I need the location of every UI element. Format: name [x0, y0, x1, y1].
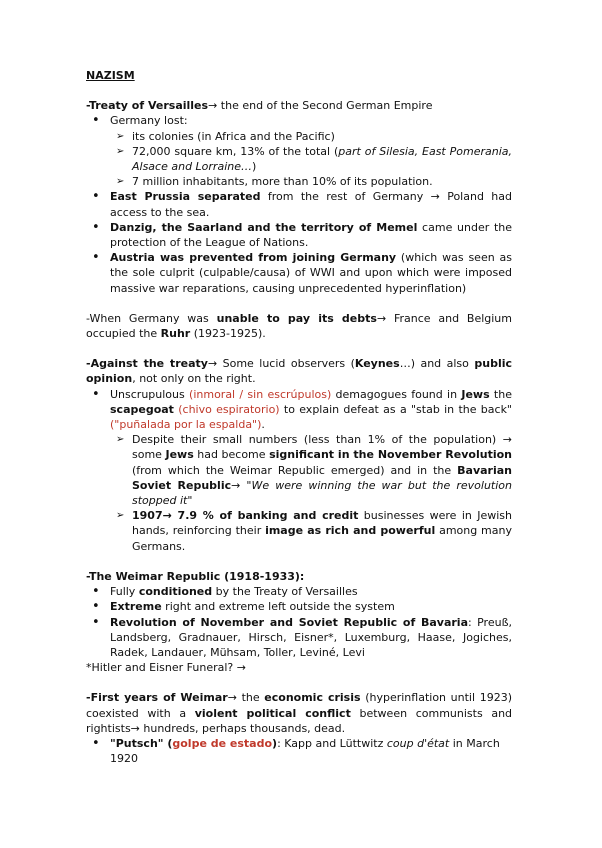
debts-paragraph: -When Germany was unable to pay its debts→ France and Belgium occupied the Ruhr (1923-1925).: [86, 311, 512, 341]
treaty-heading: -Treaty of Versailles→ the end of the Second German Empire: [86, 99, 433, 113]
list-item: • Austria was prevented from joining Germany (which was seen as the sole culprit (culpable/causa) of WWI and upon which were imposed massive war reparations, causing unprecedented hyperinflation): [86, 250, 512, 296]
list-item: ➢ its colonies (in Africa and the Pacific): [86, 129, 512, 144]
list-item: • Unscrupulous (inmoral / sin escrúpulos) demagogues found in Jews the scapegoat (chivo espiratorio) to explain defeat as a "stab in the back" ("puñalada por la espalda").: [86, 387, 512, 433]
list-item: • Extreme right and extreme left outside the system: [86, 599, 512, 614]
against-list: [86, 387, 512, 554]
list-item: • East Prussia separated from the rest of Germany → Poland had access to the sea.: [86, 189, 512, 219]
list-item: • Germany lost:: [86, 113, 512, 128]
document-page: [86, 68, 512, 766]
list-item: ➢ 1907→ 7.9 % of banking and credit businesses were in Jewish hands, reinforcing their image as rich and powerful among many Germans.: [86, 508, 512, 554]
list-item: • Danzig, the Saarland and the territory of Memel came under the protection of the League of Nations.: [86, 220, 512, 250]
first-years-paragraph: -First years of Weimar→ the economic crisis (hyperinflation until 1923) coexisted with a violent political conflict between communists and rightists→ hundreds, perhaps thousands, dead.: [86, 691, 513, 735]
list-item: ➢ 7 million inhabitants, more than 10% of its population.: [86, 174, 512, 189]
first-years-list: [86, 736, 512, 766]
weimar-heading: -The Weimar Republic (1918-1933):: [86, 569, 305, 583]
list-item: ➢ Despite their small numbers (less than 1% of the population) → some Jews had become significant in the November Revolution (from which the Weimar Republic emerged) and in the Bavarian Soviet Republic→ "We were winning the war but the revolution stopped it": [86, 432, 512, 508]
list-item: • Revolution of November and Soviet Republic of Bavaria: Preuß, Landsberg, Gradnauer, Hirsch, Eisner*, Luxemburg, Haase, Jogiches, Radek, Landauer, Mühsam, Toller, Leviné, Levi: [86, 615, 512, 661]
against-paragraph: -Against the treaty→ Some lucid observers (Keynes…) and also public opinion, not only on the right.: [86, 357, 512, 386]
list-item: ➢ 72,000 square km, 13% of the total (part of Silesia, East Pomerania, Alsace and Lorraine…): [86, 144, 512, 174]
page-title: NAZISM: [86, 69, 135, 82]
treaty-list: [86, 113, 512, 295]
weimar-note: *Hitler and Eisner Funeral? →: [86, 661, 246, 675]
list-item: • Fully conditioned by the Treaty of Versailles: [86, 584, 512, 599]
weimar-list: [86, 584, 512, 660]
list-item: • "Putsch" (golpe de estado): Kapp and Lüttwitz coup d'état in March 1920: [86, 736, 512, 766]
